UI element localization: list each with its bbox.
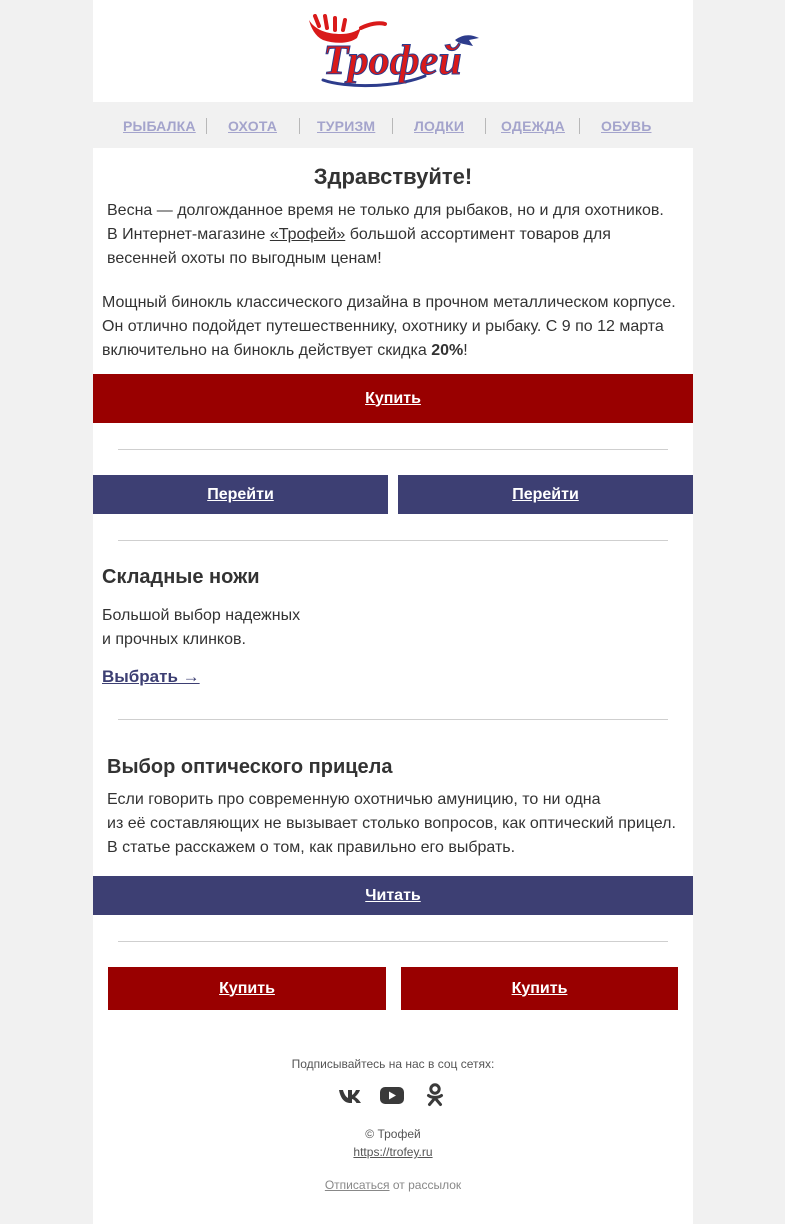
scope-text bbox=[107, 788, 687, 860]
nav-separator bbox=[392, 118, 393, 134]
divider bbox=[118, 449, 668, 450]
scope-line-1: Если говорить про современную охотничью амуницию, то ни одна bbox=[107, 791, 601, 808]
youtube-icon[interactable] bbox=[379, 1083, 405, 1107]
vk-icon[interactable] bbox=[338, 1083, 364, 1107]
promo-line-2: Он отлично подойдет путешественнику, охотнику и рыбаку. С 9 по 12 марта bbox=[102, 318, 664, 335]
copyright: © Трофей bbox=[365, 1127, 421, 1141]
knives-line-2: и прочных клинков. bbox=[102, 631, 246, 648]
buy-button-right[interactable]: Купить bbox=[401, 967, 678, 1010]
logo-text: Трофей bbox=[323, 38, 462, 84]
choose-knives-link[interactable]: Выбрать → bbox=[102, 667, 200, 686]
nav-item-boats[interactable]: ЛОДКИ bbox=[414, 118, 465, 134]
subscribe-text: Подписывайтесь на нас в соц сетях: bbox=[291, 1057, 495, 1071]
greeting-text bbox=[107, 199, 687, 271]
greeting-line-3: весенней охоты по выгодным ценам! bbox=[107, 250, 382, 267]
nav-separator bbox=[579, 118, 580, 134]
promo-text bbox=[102, 291, 687, 363]
nav-separator bbox=[485, 118, 486, 134]
promo-text-fragment: ! bbox=[463, 342, 468, 359]
site-link-row bbox=[93, 1145, 693, 1159]
go-button-left[interactable]: Перейти bbox=[93, 475, 388, 514]
promo-line-3 bbox=[102, 339, 687, 363]
nav-item-tourism[interactable]: ТУРИЗМ bbox=[317, 118, 376, 134]
logo-header bbox=[93, 0, 693, 102]
trofey-logo[interactable] bbox=[305, 14, 481, 90]
odnoklassniki-icon[interactable] bbox=[425, 1083, 445, 1107]
nav-item-fishing[interactable]: РЫБАЛКА bbox=[123, 118, 196, 134]
knives-line-1: Большой выбор надежных bbox=[102, 607, 301, 624]
divider bbox=[118, 540, 668, 541]
email-body bbox=[93, 0, 693, 1224]
read-article-button[interactable]: Читать bbox=[93, 876, 693, 915]
scope-line-2: из её составляющих не вызывает столько вопросов, как оптический прицел. bbox=[107, 815, 676, 832]
greeting-line-1: Весна — долгожданное время не только для рыбаков, но и для охотников. bbox=[107, 202, 664, 219]
knives-title: Складные ножи bbox=[102, 566, 260, 588]
knives-text bbox=[102, 604, 402, 652]
promo-line-1: Мощный бинокль классического дизайна в прочном металлическом корпусе. bbox=[102, 294, 676, 311]
buy-binocular-button[interactable]: Купить bbox=[93, 374, 693, 423]
unsubscribe-text: от рассылок bbox=[389, 1178, 462, 1192]
greeting-text-fragment: В Интернет-магазине bbox=[107, 226, 270, 243]
nav-item-clothing[interactable]: ОДЕЖДА bbox=[501, 118, 565, 134]
go-button-right[interactable]: Перейти bbox=[398, 475, 693, 514]
nav-item-footwear[interactable]: ОБУВЬ bbox=[601, 118, 652, 134]
store-link[interactable]: «Трофей» bbox=[269, 226, 346, 243]
scope-title: Выбор оптического прицела bbox=[107, 756, 393, 778]
unsubscribe-link[interactable]: Отписаться bbox=[324, 1178, 390, 1192]
unsubscribe-row bbox=[93, 1178, 693, 1192]
scope-line-3: В статье расскажем о том, как правильно его выбрать. bbox=[107, 839, 516, 856]
buy-button-left[interactable]: Купить bbox=[108, 967, 386, 1010]
discount-value: 20% bbox=[431, 342, 464, 359]
greeting-text-fragment: большой ассортимент товаров для bbox=[345, 226, 611, 243]
greeting-line-2 bbox=[107, 223, 687, 247]
category-nav bbox=[93, 102, 693, 148]
nav-separator bbox=[299, 118, 300, 134]
divider bbox=[118, 941, 668, 942]
promo-text-fragment: включительно на бинокль действует скидка bbox=[102, 342, 432, 359]
greeting-title: Здравствуйте! bbox=[313, 164, 473, 189]
nav-separator bbox=[206, 118, 207, 134]
divider bbox=[118, 719, 668, 720]
nav-item-hunting[interactable]: ОХОТА bbox=[228, 118, 278, 134]
site-link[interactable]: https://trofey.ru bbox=[353, 1145, 433, 1159]
